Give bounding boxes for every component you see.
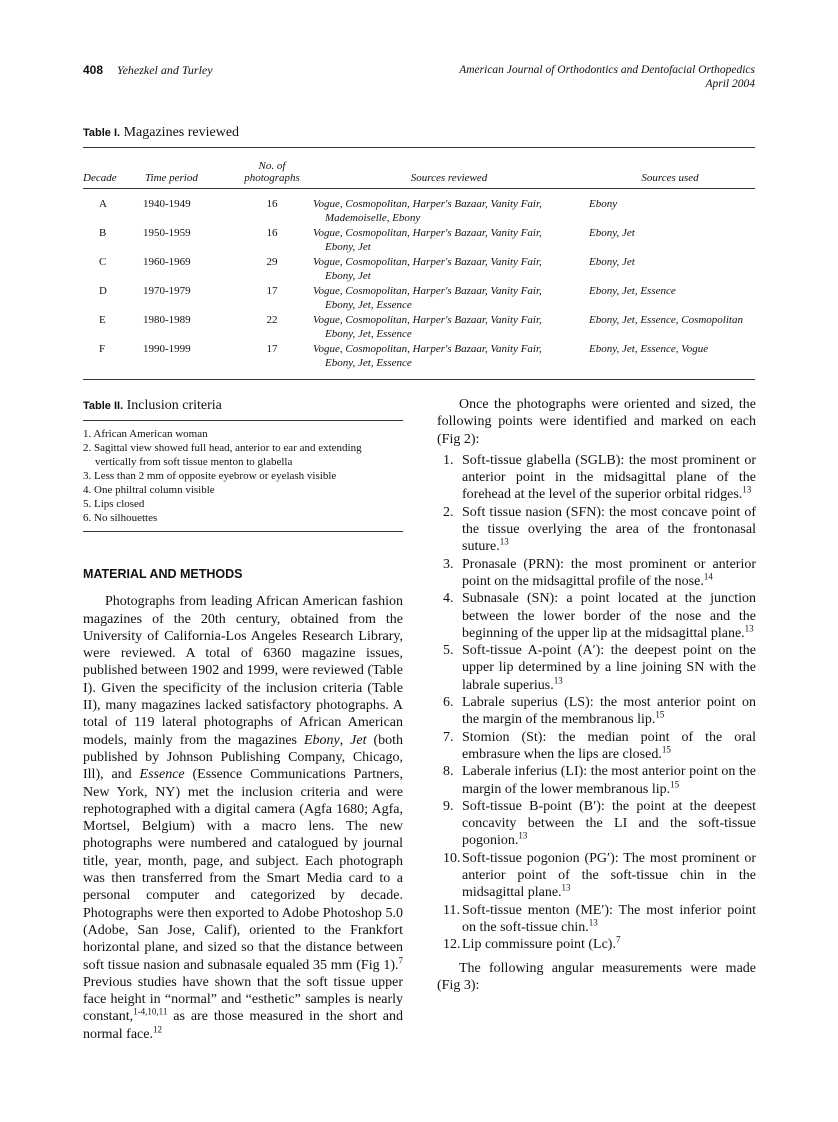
running-authors: Yehezkel and Turley [117,63,213,77]
sources-used-cell: Ebony, Jet, Essence, Cosmopolitan [589,314,743,326]
divider [83,531,403,532]
left-column [83,566,403,1043]
table2-label: Table II. [83,400,124,412]
sources-reviewed-cell: Vogue, Cosmopolitan, Harper's Bazaar, Vanity Fair, Ebony, Jet, Essence [313,314,542,340]
col-time-period: Time period [145,172,198,184]
col-sources-used: Sources used [641,172,699,184]
sources-reviewed-cell: Vogue, Cosmopolitan, Harper's Bazaar, Vanity Fair, Mademoiselle, Ebony [313,198,542,224]
col-sources-reviewed: Sources reviewed [410,172,488,184]
table-header-row [83,148,755,189]
table1-label: Table I. [83,127,121,139]
angular-intro-paragraph: The following angular measurements were made (Fig 3): [437,960,756,993]
criteria-item: 5. Lips closed [83,498,145,510]
landmark-item: 9. Soft-tissue B-point (B′): the point at the deepest concavity between the LI and the soft-tissue pogonion.$^{13}$ [443,798,756,849]
criteria-item: 2. Sagittal view showed full head, anterior to ear and extending vertically from soft tissue menton to glabella [83,442,362,468]
period-cell: 1940-1949 [143,198,191,210]
landmark-item: 5. Soft-tissue A-point (A′): the deepest point on the upper lip determined by a line joining SN with the labrale superius.$^{13}$ [443,643,756,693]
table-row [83,284,755,313]
count-cell: 29 [266,256,278,268]
sources-reviewed-cell: Vogue, Cosmopolitan, Harper's Bazaar, Vanity Fair, Ebony, Jet [313,227,542,253]
landmark-item: 12. Lip commissure point (Lc).$^7$ [443,934,621,953]
count-cell: 17 [231,342,313,380]
decade-cell: E [99,314,106,326]
sources-reviewed-cell: Vogue, Cosmopolitan, Harper's Bazaar, Vanity Fair, Ebony, Jet, Essence [313,342,585,380]
landmark-list [437,452,756,954]
decade-cell: F [83,342,143,380]
page-number: 408 [83,63,104,77]
count-cell: 22 [266,314,278,326]
sources-used-cell: Ebony, Jet, Essence, Vogue [585,342,755,380]
col-photo-count: No. of photographs [244,160,300,184]
table2-title: Inclusion criteria [126,398,222,413]
table-row [83,255,755,284]
period-cell: 1950-1959 [143,227,191,239]
criteria-item: 1. African American woman [83,428,208,440]
points-intro-paragraph: Once the photographs were oriented and sized, the following points were identified and marked on each (Fig 2): [437,397,756,447]
table2-caption [83,398,403,414]
decade-cell: A [99,198,107,210]
period-cell: 1960-1969 [143,256,191,268]
period-cell: 1990-1999 [143,342,231,380]
sources-used-cell: Ebony, Jet [589,227,635,239]
landmark-item: 10. Soft-tissue pogonion (PG′): The most prominent or anterior point of the soft-tissue chin in the midsagittal plane.$^{13}$ [443,850,756,901]
sources-used-cell: Ebony [589,198,618,210]
table-row [83,342,755,380]
col-decade: Decade [83,172,117,184]
methods-paragraph: Photographs from leading African American fashion magazines of the 20th century, obtained from the University of California-Los Angeles Research Library, were reviewed. A total of 6360 magazine issues, published between 1902 and 1999, were reviewed (Table I). Given the specificity of the inclusion criteria (Table II), many magazines lacked satisfactory photographs. A total of 119 lateral photographs of African American models, mainly from the magazines Ebony, Jet (both published by Johnson Publishing Company, Chicago, Ill), and Essence (Essence Communications Partners, New York, NY) met the inclusion criteria and were rephotographed with a digital camera (Agfa 1680; Agfa, Mortsel, Belgium) with a macro lens. The new photographs were numbered and catalogued by journal title, year, month, page, and subject. Each photograph was then transferred from the Smart Media card to a personal computer and categorized by decade. Photographs were then exported to Adobe Photoshop 5.0 (Adobe, San Jose, Calif), oriented to the Frankfort horizontal plane, and sized so that the distance between soft tissue nasion and subnasale equaled 35 mm (Fig 1).$^7$ Previous studies have shown that the soft tissue upper face height in “normal” and “esthetic” samples is nearly constant,$^{1-4,10,11}$ as are those measured in the short and normal face.$^{12}$ [83,594,403,1042]
section-heading: MATERIAL AND METHODS [83,567,243,581]
right-column [437,396,756,994]
sources-reviewed-cell: Vogue, Cosmopolitan, Harper's Bazaar, Vanity Fair, Ebony, Jet [313,256,542,282]
criteria-item: 3. Less than 2 mm of opposite eyebrow or eyelash visible [83,470,337,482]
issue-date: April 2004 [705,78,755,90]
landmark-item: 11. Soft-tissue menton (ME′): The most inferior point on the soft-tissue chin.$^{13}$ [443,902,756,935]
magazines-table [83,147,755,380]
criteria-item: 4. One philtral column visible [83,484,215,496]
count-cell: 16 [266,198,278,210]
landmark-item: 8. Laberale inferius (LI): the most anterior point on the margin of the lower membranous lip.$^{15}$ [443,764,756,797]
count-cell: 17 [266,285,278,297]
landmark-item: 3. Pronasale (PRN): the most prominent or anterior point on the midsagittal profile of the nose.$^{14}$ [443,556,756,589]
table1-title: Magazines reviewed [123,125,240,140]
period-cell: 1980-1989 [143,314,191,326]
landmark-item: 6. Labrale superius (LS): the most anterior point on the margin of the membranous lip.$^{15}$ [443,695,756,728]
table-row [83,189,755,227]
landmark-item: 2. Soft tissue nasion (SFN): the most concave point of the tissue overlying the area of the frontonasal suture.$^{13}$ [443,504,756,555]
decade-cell: B [99,227,107,239]
inclusion-criteria-table [83,398,403,532]
table-row [83,313,755,342]
journal-title: American Journal of Orthodontics and Dentofacial Orthopedics [459,64,755,76]
running-journal [459,63,755,91]
landmark-item: 7. Stomion (St): the median point of the oral embrasure when the lips are closed.$^{15}$ [443,729,756,762]
table-row [83,226,755,255]
divider [83,420,403,421]
decade-cell: C [99,256,107,268]
criteria-item: 6. No silhouettes [83,512,158,524]
landmark-item: 4. Subnasale (SN): a point located at the junction between the lower border of the nose and the beginning of the upper lip at the midsagittal plane.$^{13}$ [443,591,756,641]
sources-used-cell: Ebony, Jet [589,256,635,268]
decade-cell: D [99,285,107,297]
period-cell: 1970-1979 [143,285,191,297]
landmark-item: 1. Soft-tissue glabella (SGLB): the most prominent or anterior point in the midsagittal plane of the forehead at the level of the superior orbital ridges.$^{13}$ [443,452,756,503]
sources-used-cell: Ebony, Jet, Essence [589,285,676,297]
sources-reviewed-cell: Vogue, Cosmopolitan, Harper's Bazaar, Vanity Fair, Ebony, Jet, Essence [313,285,542,311]
count-cell: 16 [266,227,278,239]
table1-caption [83,125,239,141]
